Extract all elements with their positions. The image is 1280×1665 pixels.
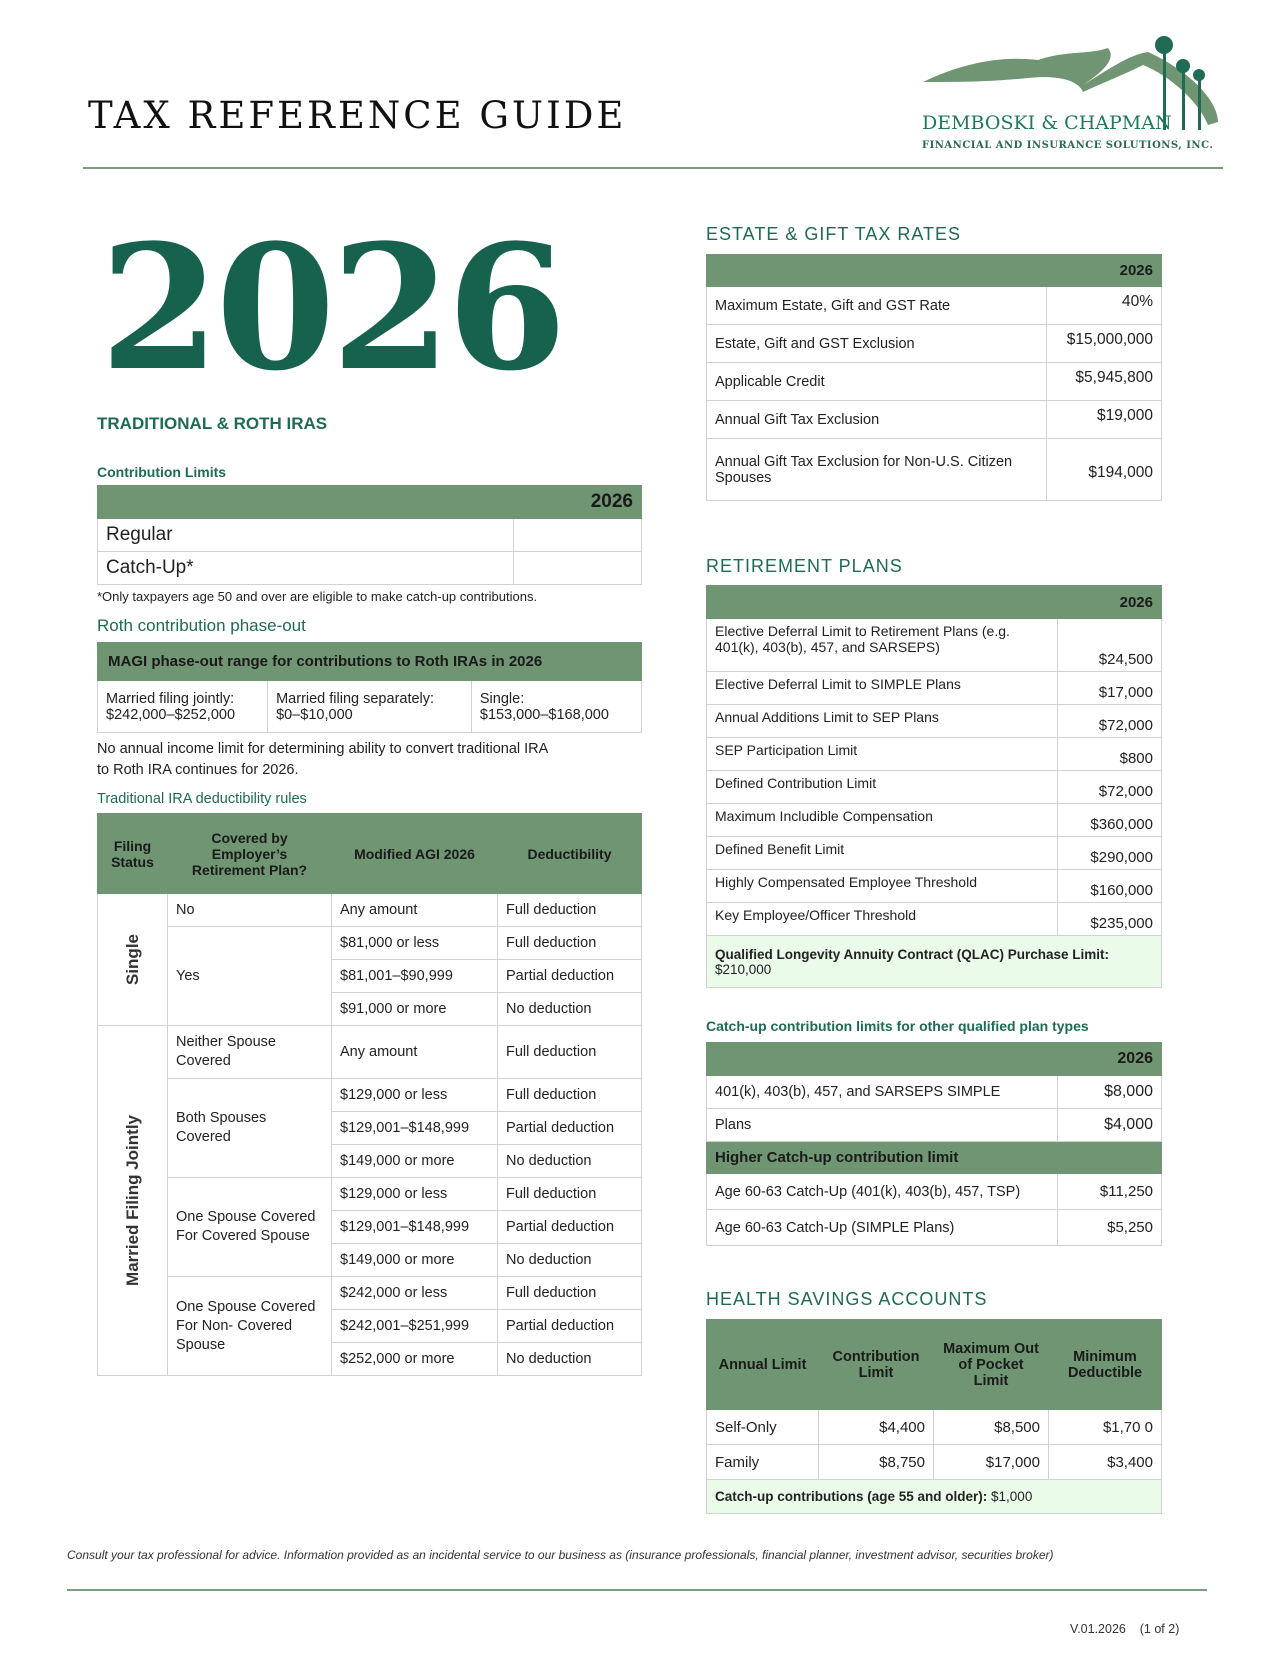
magi-cell	[471, 681, 641, 733]
catchup-heading: Catch-up contribution limits for other qualified plan types	[706, 1018, 1089, 1034]
column-header: Covered by Employer’s Retirement Plan?	[168, 814, 332, 894]
table-cell: Age 60-63 Catch-Up (401(k), 403(b), 457, TSP)	[707, 1174, 1058, 1210]
table-cell: $1,70 0	[1049, 1410, 1162, 1445]
table-row	[707, 870, 1162, 903]
row-label: Regular	[98, 519, 514, 552]
table-row	[707, 401, 1162, 439]
magi-cell	[98, 681, 268, 733]
higher-catchup-header: Higher Catch-up contribution limit	[707, 1142, 1162, 1174]
table-cell: Full deduction	[498, 927, 642, 960]
coverage-cell: Both Spouses Covered	[168, 1079, 332, 1178]
table-row	[98, 1178, 642, 1211]
table-cell: Annual Additions Limit to SEP Plans	[707, 705, 1058, 738]
ira-heading: TRADITIONAL & ROTH IRAS	[97, 414, 328, 433]
catch-up-footnote: *Only taxpayers age 50 and over are eligible to make catch-up contributions.	[97, 589, 538, 604]
qlac-value: $210,000	[715, 961, 772, 977]
row-value	[514, 519, 642, 552]
column-header: Minimum Deductible	[1049, 1320, 1162, 1410]
filing-status-single	[98, 894, 168, 1026]
table-cell: No deduction	[498, 1145, 642, 1178]
filing-status-mfj	[98, 1026, 168, 1376]
conversion-note	[97, 739, 642, 781]
table-cell: $129,000 or less	[332, 1079, 498, 1112]
table-cell: $160,000	[1058, 870, 1162, 903]
table-cell: Annual Gift Tax Exclusion for Non-U.S. Citizen Spouses	[707, 439, 1047, 501]
table-cell: Full deduction	[498, 894, 642, 927]
note-line: No annual income limit for determining ability to convert traditional IRA	[97, 741, 549, 757]
table-row	[707, 1445, 1162, 1480]
estate-heading: ESTATE & GIFT TAX RATES	[706, 224, 962, 244]
filing-status-label: Single	[122, 933, 142, 985]
column-header: 2026	[98, 486, 642, 519]
table-cell: $5,945,800	[1047, 363, 1162, 401]
table-cell: Annual Gift Tax Exclusion	[707, 401, 1047, 439]
column-header: Modified AGI 2026	[332, 814, 498, 894]
table-row	[707, 1210, 1162, 1246]
table-cell: $129,001–$148,999	[332, 1211, 498, 1244]
cell-label: Married filing separately:	[276, 690, 435, 707]
disclaimer: Consult your tax professional for advice. Information provided as an incidental service to our business as (insurance professionals, financial planner, investment advisor, securities broker)	[67, 1548, 1054, 1562]
table-row	[707, 1076, 1162, 1109]
hsa-catchup-label: Catch-up contributions (age 55 and older):	[715, 1489, 988, 1504]
table-cell: $11,250	[1058, 1174, 1162, 1210]
table-row	[707, 738, 1162, 771]
table-row	[98, 681, 642, 733]
table-cell: Key Employee/Officer Threshold	[707, 903, 1058, 936]
magi-cell	[268, 681, 472, 733]
hsa-catchup-row	[707, 1480, 1162, 1514]
table-cell: Estate, Gift and GST Exclusion	[707, 325, 1047, 363]
table-cell: Defined Benefit Limit	[707, 837, 1058, 870]
table-cell: Any amount	[332, 894, 498, 927]
magi-header: MAGI phase-out range for contributions to Roth IRAs in 2026	[98, 643, 642, 681]
table-cell: $5,250	[1058, 1210, 1162, 1246]
year-display: 2026	[100, 206, 563, 409]
table-cell: Defined Contribution Limit	[707, 771, 1058, 804]
table-row	[707, 1410, 1162, 1445]
table-cell: $129,000 or less	[332, 1178, 498, 1211]
row-label: Catch-Up*	[98, 552, 514, 585]
company-logo	[918, 30, 1228, 155]
version-info	[1070, 1622, 1179, 1636]
table-cell: No deduction	[498, 993, 642, 1026]
qlac-row	[707, 936, 1162, 988]
table-cell: $8,500	[934, 1410, 1049, 1445]
table-row	[98, 1026, 642, 1079]
table-cell: Partial deduction	[498, 1112, 642, 1145]
table-cell: $17,000	[1058, 672, 1162, 705]
table-cell: $24,500	[1058, 619, 1162, 672]
estate-table	[706, 254, 1162, 501]
table-cell: Full deduction	[498, 1277, 642, 1310]
contribution-limits-heading: Contribution Limits	[97, 464, 227, 480]
column-header: Deductibility	[498, 814, 642, 894]
table-row	[707, 287, 1162, 325]
table-cell: Full deduction	[498, 1079, 642, 1112]
table-cell: $3,400	[1049, 1445, 1162, 1480]
deductibility-table	[97, 813, 642, 1376]
note-line: to Roth IRA continues for 2026.	[97, 762, 299, 778]
table-cell: SEP Participation Limit	[707, 738, 1058, 771]
table-cell: Plans	[707, 1109, 1058, 1142]
filing-status-label: Married Filing Jointly	[122, 1115, 142, 1286]
table-cell: Age 60-63 Catch-Up (SIMPLE Plans)	[707, 1210, 1058, 1246]
column-header: 2026	[707, 586, 1162, 619]
table-cell: $242,000 or less	[332, 1277, 498, 1310]
cell-value: $153,000–$168,000	[479, 706, 609, 723]
coverage-cell: Neither Spouse Covered	[168, 1026, 332, 1079]
hsa-heading: HEALTH SAVINGS ACCOUNTS	[706, 1289, 988, 1309]
table-row	[707, 837, 1162, 870]
table-cell: $290,000	[1058, 837, 1162, 870]
table-cell: $252,000 or more	[332, 1343, 498, 1376]
table-cell: Applicable Credit	[707, 363, 1047, 401]
contribution-limits-table	[97, 485, 642, 585]
table-cell: $17,000	[934, 1445, 1049, 1480]
cell-label: Married filing jointly:	[106, 690, 235, 707]
cell-value: $0–$10,000	[276, 706, 353, 723]
table-cell: $129,001–$148,999	[332, 1112, 498, 1145]
table-cell: $15,000,000	[1047, 325, 1162, 363]
table-cell: $19,000	[1047, 401, 1162, 439]
table-row	[98, 1277, 642, 1310]
table-cell: $194,000	[1047, 439, 1162, 501]
table-cell: $4,400	[819, 1410, 934, 1445]
table-row	[707, 804, 1162, 837]
table-row	[98, 519, 642, 552]
table-cell: $149,000 or more	[332, 1244, 498, 1277]
table-row	[707, 672, 1162, 705]
table-cell: 401(k), 403(b), 457, and SARSEPS SIMPLE	[707, 1076, 1058, 1109]
row-value	[514, 552, 642, 585]
table-cell: Full deduction	[498, 1178, 642, 1211]
table-row	[707, 771, 1162, 804]
coverage-cell: One Spouse Covered For Covered Spouse	[168, 1178, 332, 1277]
table-row	[707, 1109, 1162, 1142]
logo-name: DEMBOSKI & CHAPMAN	[922, 112, 1172, 134]
table-row	[707, 1174, 1162, 1210]
table-cell: Any amount	[332, 1026, 498, 1079]
table-cell: $149,000 or more	[332, 1145, 498, 1178]
hsa-table	[706, 1319, 1162, 1514]
table-cell: $8,000	[1058, 1076, 1162, 1109]
table-row	[98, 927, 642, 960]
table-row	[707, 363, 1162, 401]
table-cell: $91,000 or more	[332, 993, 498, 1026]
table-cell: $72,000	[1058, 771, 1162, 804]
version: V.01.2026	[1070, 1622, 1126, 1636]
table-cell: Full deduction	[498, 1026, 642, 1079]
cell-value: $242,000–$252,000	[106, 706, 236, 723]
table-cell: Partial deduction	[498, 1211, 642, 1244]
table-row	[707, 619, 1162, 672]
coverage-cell: No	[168, 894, 332, 927]
table-row	[707, 903, 1162, 936]
table-cell: Highly Compensated Employee Threshold	[707, 870, 1058, 903]
page-number: (1 of 2)	[1139, 1622, 1180, 1636]
table-row	[98, 1079, 642, 1112]
retirement-heading: RETIREMENT PLANS	[706, 556, 903, 576]
column-header: Annual Limit	[707, 1320, 819, 1410]
catchup-table	[706, 1042, 1162, 1246]
header-divider	[83, 167, 1223, 169]
table-cell: $72,000	[1058, 705, 1162, 738]
table-cell: $360,000	[1058, 804, 1162, 837]
table-cell: Partial deduction	[498, 960, 642, 993]
page-title: TAX REFERENCE GUIDE	[88, 94, 627, 137]
table-cell: No deduction	[498, 1343, 642, 1376]
coverage-cell: Yes	[168, 927, 332, 1026]
table-cell: Elective Deferral Limit to SIMPLE Plans	[707, 672, 1058, 705]
column-header: 2026	[707, 1043, 1162, 1076]
table-cell: Family	[707, 1445, 819, 1480]
table-cell: Maximum Includible Compensation	[707, 804, 1058, 837]
magi-table	[97, 642, 642, 733]
column-header: 2026	[707, 255, 1162, 287]
table-cell: Partial deduction	[498, 1310, 642, 1343]
column-header: Contribution Limit	[819, 1320, 934, 1410]
table-row	[98, 894, 642, 927]
footer-divider	[67, 1589, 1207, 1591]
retirement-table	[706, 585, 1162, 988]
roth-heading: Roth contribution phase-out	[97, 616, 306, 635]
table-cell: Maximum Estate, Gift and GST Rate	[707, 287, 1047, 325]
table-row	[707, 439, 1162, 501]
column-header: Maximum Out of Pocket Limit	[934, 1320, 1049, 1410]
table-cell: $800	[1058, 738, 1162, 771]
table-cell: No deduction	[498, 1244, 642, 1277]
table-row	[707, 705, 1162, 738]
qlac-label: Qualified Longevity Annuity Contract (QLAC) Purchase Limit:	[715, 946, 1110, 962]
table-row	[98, 552, 642, 585]
column-header: Filing Status	[98, 814, 168, 894]
table-cell: $8,750	[819, 1445, 934, 1480]
table-cell: Self-Only	[707, 1410, 819, 1445]
table-cell: $4,000	[1058, 1109, 1162, 1142]
table-cell: 40%	[1047, 287, 1162, 325]
table-cell: $235,000	[1058, 903, 1162, 936]
coverage-cell: One Spouse Covered For Non- Covered Spouse	[168, 1277, 332, 1376]
traditional-heading: Traditional IRA deductibility rules	[97, 791, 307, 807]
table-cell: $81,001–$90,999	[332, 960, 498, 993]
logo-subtitle: FINANCIAL AND INSURANCE SOLUTIONS, INC.	[922, 140, 1214, 151]
cell-label: Single:	[479, 690, 525, 707]
table-cell: Elective Deferral Limit to Retirement Plans (e.g. 401(k), 403(b), 457, and SARSEPS)	[707, 619, 1058, 672]
hsa-catchup-value: $1,000	[991, 1489, 1033, 1504]
table-row	[707, 325, 1162, 363]
table-cell: $242,001–$251,999	[332, 1310, 498, 1343]
table-cell: $81,000 or less	[332, 927, 498, 960]
